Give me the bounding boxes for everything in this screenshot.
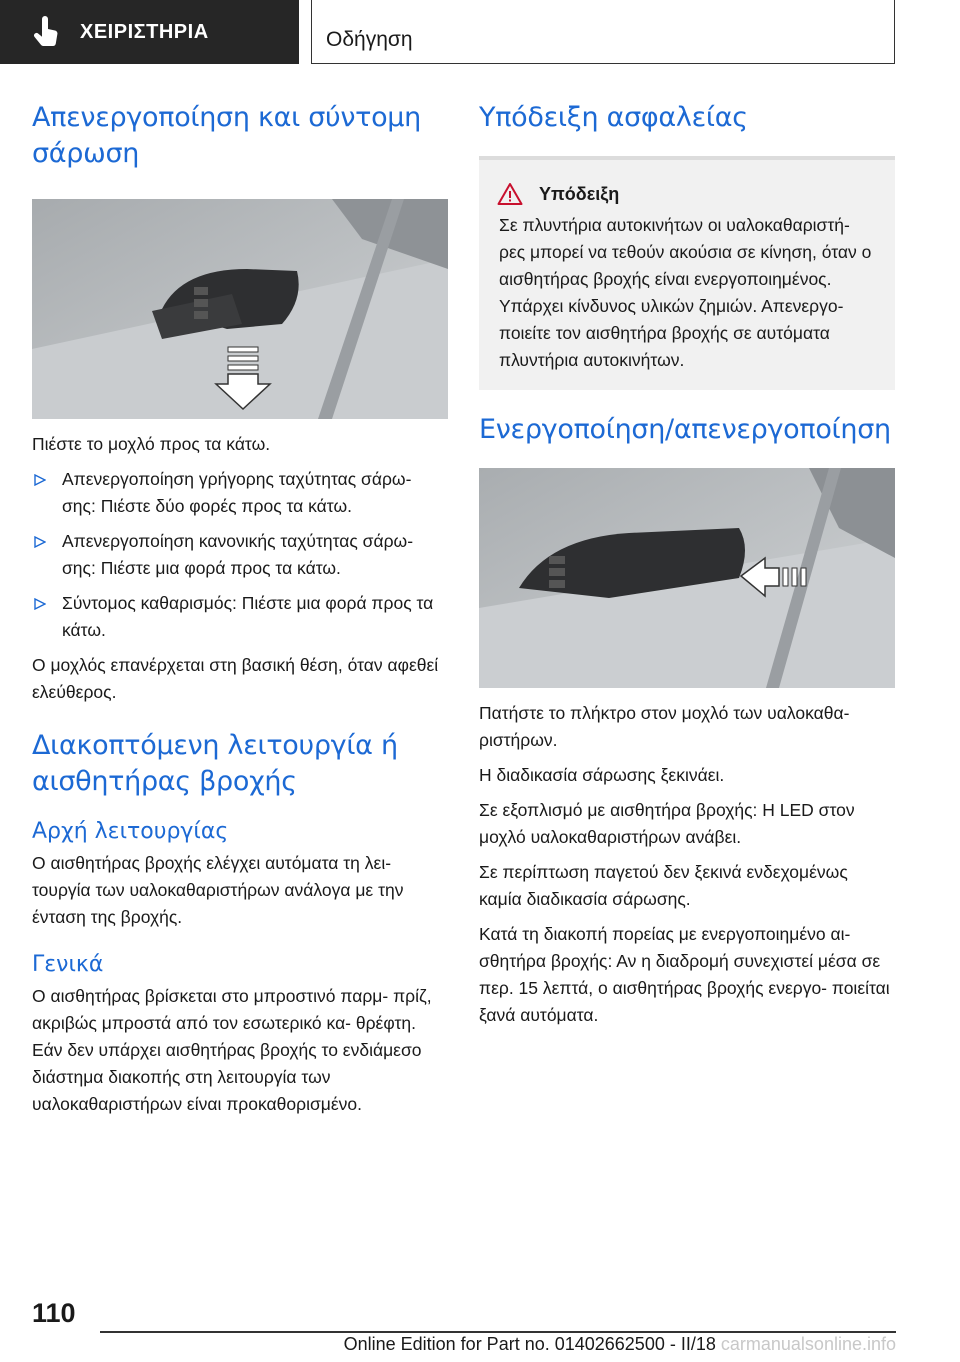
section-title-deactivate: Απενεργοποίηση και σύντομη σάρωση [32,102,421,169]
triangle-bullet-icon [34,474,46,486]
list-item [32,466,448,520]
paragraph: Η διαδικασία σάρωσης ξεκινάει. [479,765,725,785]
header-tab-label: ΧΕΙΡΙΣΤΗΡΙΑ [80,20,209,43]
caption-press-down: Πιέστε το μοχλό προς τα κάτω. [32,434,271,454]
subsection-title-general: Γενικά [32,952,104,977]
hand-touch-icon [30,15,64,49]
step-text: Απενεργοποίηση γρήγορης ταχύτητας σάρω- σης: Πιέστε δύο φορές προς τα κάτω. [62,469,412,516]
paragraph: Σε εξοπλισμό με αισθητήρα βροχής: Η LED στον μοχλό υαλοκαθαριστήρων ανάβει. [479,800,855,847]
list-item [32,590,448,644]
section-title-activation: Ενεργοποίηση/απενεργοποίηση [479,414,891,445]
notice-text: Σε πλυντήρια αυτοκινήτων οι υαλοκαθαριστή- ρες μπορεί να τεθούν ακούσια σε κίνηση, όταν ο αισθητήρας βροχής είναι ενεργοποιημένος. Υπάρχει κίνδυνος υλικών ζημιών. Απενεργο- ποιείτε τον αισθητήρα βροχής σε αυτόματα πλυντήρια αυτοκινήτων. [499,215,872,370]
section-title-safety: Υπόδειξη ασφαλείας [479,102,748,133]
wiper-lever-button-photo [479,468,895,688]
general-text: Ο αισθητήρας βρίσκεται στο μπροστινό παρμ- πρίζ, ακριβώς μπροστά από τον εσωτερικό κα- θρέφτη. Εάν δεν υπάρχει αισθητήρας βροχής το ενδιάμεσο διάστημα διακοπής στη λειτουργία των υαλοκαθαριστήρων είναι προκαθορισμένο. [32,986,432,1114]
section-title-rain-sensor: Διακοπτόμενη λειτουργία ή αισθητήρας βροχής [32,730,398,797]
edition-text: Online Edition for Part no. 01402662500 - II/18 [343,1334,716,1354]
triangle-bullet-icon [34,536,46,548]
return-text: Ο μοχλός επανέρχεται στη βασική θέση, όταν αφεθεί ελεύθερος. [32,655,439,702]
header-section-label: Οδήγηση [326,28,413,51]
footer-divider [100,1331,896,1333]
warning-triangle-icon [497,182,523,206]
notice-title: Υπόδειξη [539,183,620,204]
watermark-site: carmanualsonline.info [720,1334,896,1354]
paragraph: Πατήστε το πλήκτρο στον μοχλό των υαλοκαθα- ριστήρων. [479,703,850,750]
page-number: 110 [32,1298,76,1328]
footer-edition [300,1334,896,1355]
step-text: Σύντομος καθαρισμός: Πιέστε μια φορά προς τα κάτω. [62,593,434,640]
principle-text: Ο αισθητήρας βροχής ελέγχει αυτόματα τη λει- τουργία των υαλοκαθαριστήρων ανάλογα με την ένταση της βροχής. [32,853,404,927]
right-column [479,100,895,1029]
wiper-button-illustration [479,468,895,688]
list-item [32,528,448,582]
notice-box [479,160,895,390]
subsection-title-principle: Αρχή λειτουργίας [32,819,229,844]
header-tab[interactable] [0,0,299,64]
wiper-lever-down-photo [32,199,448,419]
header-section [311,0,895,64]
paragraph: Σε περίπτωση παγετού δεν ξεκινά ενδεχομένως καμία διαδικασία σάρωσης. [479,862,848,909]
steps-list [32,466,448,644]
left-column [32,100,448,1118]
triangle-bullet-icon [34,598,46,610]
step-text: Απενεργοποίηση κανονικής ταχύτητας σάρω- σης: Πιέστε μια φορά προς τα κάτω. [62,531,414,578]
wiper-lever-illustration [32,199,448,419]
notice-header [493,182,879,206]
paragraph: Κατά τη διακοπή πορείας με ενεργοποιημένο αι- σθητήρα βροχής: Αν η διαδρομή συνεχιστεί μέσα σε περ. 15 λεπτά, ο αισθητήρας βροχής ενεργο- ποιείται ξανά αυτόματα. [479,924,890,1025]
